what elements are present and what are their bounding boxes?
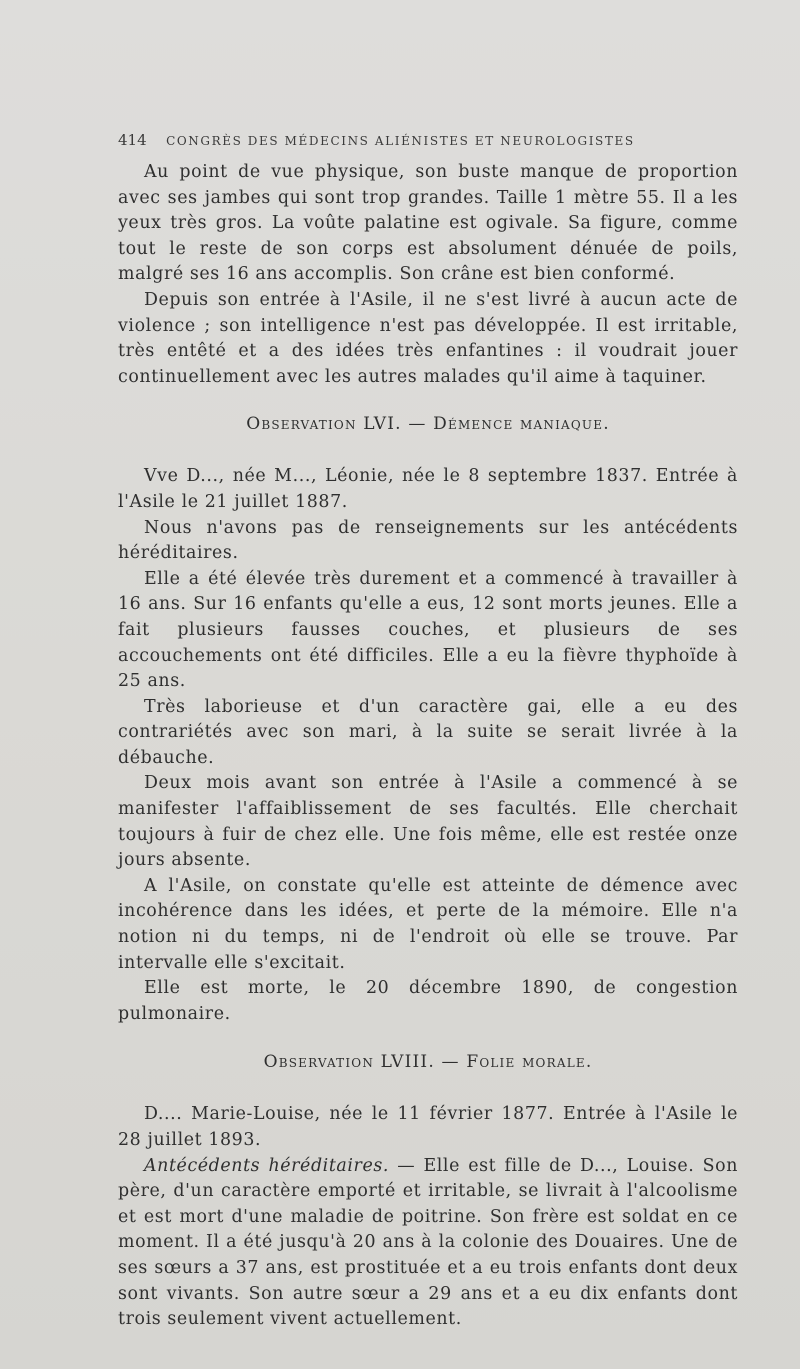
observation-lvi-heading: Observation LVI. — Démence maniaque. — [246, 414, 610, 435]
paragraph-asylum-lvi: A l'Asile, on constate qu'elle est atteinte de démence avec incohérence dans les idées, et perte de la mémoire. Elle n'a notion ni du temps, ni de l'endroit où elle se trouve. Par intervalle elle s'excitait. — [118, 875, 738, 973]
page-number: 414 — [118, 131, 147, 149]
antecedents-label: Antécédents héréditaires. — [144, 1155, 390, 1176]
paragraph-history-lvi: Elle a été élevée très durement et a commencé à travailler à 16 ans. Sur 16 enfants qu'elle a eus, 12 sont morts jeunes. Elle a fait plusieurs fausses couches, et plusieurs de ses accouchements ont été difficiles. Elle a eu la fièvre thyphoïde à 25 ans. — [118, 568, 738, 692]
body-text — [118, 160, 738, 1333]
running-title: CONGRÈS DES MÉDECINS ALIÉNISTES ET NEUROLOGISTES — [166, 134, 635, 148]
paragraph-character-lvi: Très laborieuse et d'un caractère gai, elle a eu des contrariétés avec son mari, à la suite se serait livrée à la débauche. — [118, 696, 738, 768]
paragraph-antecedents-lvi: Nous n'avons pas de renseignements sur les antécédents héréditaires. — [118, 517, 738, 564]
paragraph-behavior: Depuis son entrée à l'Asile, il ne s'est livré à aucun acte de violence ; son intelligence n'est pas développée. Il est irritable, très entêté et a des idées très enfantines : il voudrait jouer continuellement avec les autres malades qu'il aime à taquiner. — [118, 289, 738, 387]
paragraph-antecedents-lviii — [118, 1154, 738, 1333]
antecedents-text: — Elle est fille de D..., Louise. Son père, d'un caractère emporté et irritable, se livrait à l'alcoolisme et est mort d'une maladie de poitrine. Son frère est soldat en ce moment. Il a été jusqu'à 20 ans à la colonie des Douaires. Une de ses sœurs a 37 ans, est prostituée et a eu trois enfants dont deux sont vivants. Son autre sœur a 29 ans et a eu dix enfants dont trois seulement vivent actuellement. — [118, 1155, 738, 1330]
observation-lviii-heading: Observation LVIII. — Folie morale. — [263, 1052, 593, 1073]
page-header — [118, 131, 678, 149]
paragraph-onset-lvi: Deux mois avant son entrée à l'Asile a commencé à se manifester l'affaiblissement de ses facultés. Elle cherchait toujours à fuir de chez elle. Une fois même, elle est restée onze jours absente. — [118, 773, 738, 871]
paragraph-identity-lviii: D.... Marie-Louise, née le 11 février 1877. Entrée à l'Asile le 28 juillet 1893. — [118, 1104, 738, 1150]
paragraph-physique: Au point de vue physique, son buste manque de proportion avec ses jambes qui sont trop grandes. Taille 1 mètre 55. Il a les yeux très gros. La voûte palatine est ogivale. Sa figure, comme tout le reste de son corps est absolument dénuée de poils, malgré ses 16 ans accomplis. Son crâne est bien conformé. — [118, 162, 738, 285]
paragraph-identity-lvi: Vve D..., née M..., Léonie, née le 8 septembre 1837. Entrée à l'Asile le 21 juillet 1887. — [118, 466, 738, 512]
paragraph-death-lvi: Elle est morte, le 20 décembre 1890, de congestion pulmonaire. — [118, 978, 738, 1024]
